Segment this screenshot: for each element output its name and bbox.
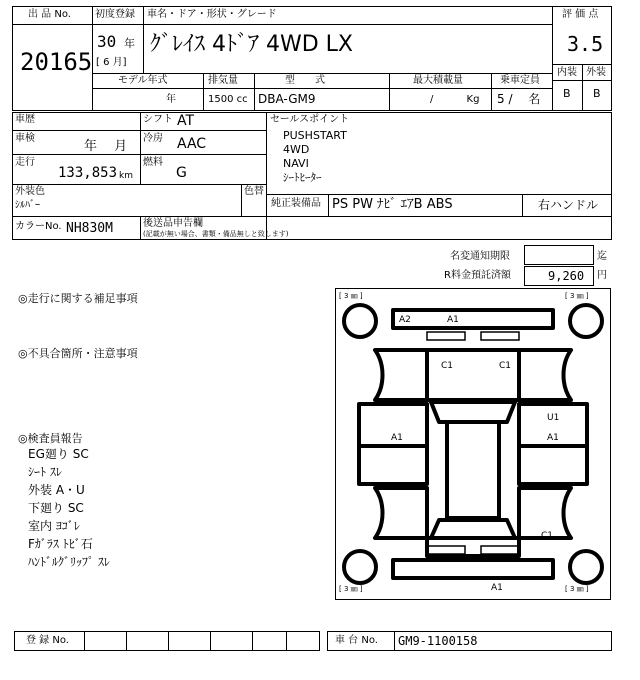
equipment-label: 純正装備品 (271, 198, 321, 209)
headlight-left (427, 332, 465, 340)
inspection-value: 年 月 (84, 139, 128, 154)
shift-label: シフト (143, 114, 173, 125)
chassis-number: GM9-1100158 (398, 634, 478, 648)
type-value: DBA-GM9 (258, 92, 316, 106)
tire-depth-rear-right: [ 3 ㎜ ] (565, 585, 589, 593)
exterior-color-value: ｼﾙﾊﾞｰ (15, 200, 40, 211)
front-bumper (393, 310, 553, 328)
sales-point-4: ｼｰﾄﾋｰﾀｰ (283, 171, 322, 184)
recycle-value: 9,260 (548, 269, 585, 283)
inspector-item-7: ﾊﾝﾄﾞﾙｸﾞﾘｯﾌﾟ ｽﾚ (28, 555, 110, 569)
tire-depth-front-right: [ 3 ㎜ ] (565, 292, 589, 300)
interior-grade: B (563, 87, 571, 100)
tire-front-left (344, 305, 376, 337)
equipment-value: PS PW ﾅﾋﾞ ｴｱB ABS (332, 197, 453, 212)
recycle-unit: 円 (597, 270, 607, 281)
left-rear-fender (375, 488, 427, 538)
lot-label: 出 品 No. (28, 9, 71, 20)
roof (447, 422, 499, 518)
left-rear-door (359, 446, 427, 484)
max-load-label: 最大積載量 (413, 75, 463, 86)
recycle-label: R料金預託済額 (444, 270, 511, 281)
mark-rear-bumper: A1 (491, 583, 503, 593)
right-rear-door (519, 446, 587, 484)
inspector-item-3: 外装 A・U (28, 483, 85, 497)
taillight-right (481, 546, 519, 554)
mark-front-bumper-left: A2 (399, 315, 411, 325)
name-change-unit: 迄 (597, 251, 607, 262)
car-damage-diagram (335, 288, 611, 600)
fuel-value: G (176, 165, 187, 181)
ac-value: AAC (177, 136, 207, 152)
mileage-unit: km (119, 171, 133, 181)
exterior-label: 外装 (586, 67, 606, 78)
car-label: 車名・ドア・形状・グレード (147, 9, 277, 20)
hood (427, 350, 519, 400)
repaint-label: 色替 (244, 186, 264, 197)
sales-point-3: NAVI (283, 157, 309, 170)
mark-hood-left: C1 (441, 361, 454, 371)
sales-point-label: セールスポイント (270, 114, 350, 125)
mark-trunk-right: C1 (541, 531, 554, 541)
ac-label: 冷房 (143, 133, 163, 144)
windshield (431, 402, 515, 422)
capacity-label: 乗車定員 (500, 75, 540, 86)
exterior-grade: B (593, 87, 601, 100)
headlight-right (481, 332, 519, 340)
history-label: 車歴 (15, 114, 35, 125)
inspector-item-5: 室内 ﾖｺﾞﾚ (28, 519, 80, 533)
car-name: ｸﾞﾚｲｽ 4ﾄﾞｱ 4WD LX (150, 32, 353, 57)
color-no-value: NH830M (66, 221, 113, 236)
mark-front-bumper: A1 (447, 315, 459, 325)
defects-label: ◎不具合箇所・注意事項 (18, 347, 138, 360)
tire-rear-right (570, 551, 602, 583)
model-year-label: モデル年式 (118, 75, 168, 86)
name-change-label: 名変通知期限 (450, 251, 510, 262)
inspector-item-1: EG廻り SC (28, 447, 89, 461)
tire-depth-front-left: [ 3 ㎜ ] (339, 292, 363, 300)
first-reg-label: 初度登録 (95, 9, 135, 20)
inspector-item-2: ｼｰﾄ ｽﾚ (28, 465, 62, 479)
inspector-item-6: Fｶﾞﾗｽ ﾄﾋﾞ石 (28, 537, 93, 551)
shift-value: AT (177, 113, 195, 129)
taillight-left (427, 546, 465, 554)
sales-point-2: 4WD (283, 143, 310, 156)
model-year-unit: 年 (166, 94, 176, 105)
first-reg-year: 30 (97, 32, 117, 51)
rating-label: 評 価 点 (562, 9, 599, 20)
mark-hood-right: C1 (499, 361, 512, 371)
registration-label: 登 録 No. (26, 635, 69, 646)
driving-remarks-label: ◎走行に関する補足事項 (18, 292, 138, 305)
exterior-color-label: 外装色 (15, 186, 45, 197)
tire-rear-left (344, 551, 376, 583)
accessory-label: 後送品申告欄 (143, 218, 203, 229)
sales-point-1: PUSHSTART (283, 129, 347, 142)
lot-number: 20165 (20, 48, 93, 76)
chassis-label: 車 台 No. (335, 635, 378, 646)
rating-value: 3.5 (567, 32, 604, 56)
color-no-label: カラーNo. (15, 221, 62, 232)
rear-window (431, 520, 515, 538)
mark-left-side: A1 (391, 433, 403, 443)
handle-value: 右ハンドル (538, 198, 599, 212)
mark-right-front-door-u: U1 (547, 413, 560, 423)
tire-front-right (570, 305, 602, 337)
right-front-fender (519, 350, 571, 400)
accessory-note: (記載が無い場合、書類・備品無しと致します) (143, 230, 289, 238)
mileage-label: 走行 (15, 157, 35, 168)
rear-bumper (393, 560, 553, 578)
displacement-value: 1500 cc (208, 94, 248, 105)
left-front-fender (375, 350, 427, 400)
interior-label: 内装 (557, 67, 577, 78)
mileage-value: 133,853 (58, 165, 118, 181)
inspector-report-label: ◎検査員報告 (18, 432, 83, 445)
type-label: 型 式 (285, 75, 325, 86)
name-change-box (524, 245, 594, 265)
first-reg-month: [ 6 月] (96, 57, 127, 68)
year-unit: 年 (124, 37, 135, 50)
fuel-label: 燃料 (143, 157, 163, 168)
inspector-item-4: 下廻り SC (28, 501, 84, 515)
displacement-label: 排気量 (208, 75, 238, 86)
mark-right-front-door-a: A1 (547, 433, 559, 443)
capacity-value: 5 / 名 (497, 92, 541, 106)
inspection-label: 車検 (15, 133, 35, 144)
tire-depth-rear-left: [ 3 ㎜ ] (339, 585, 363, 593)
max-load-value: / Kg (430, 94, 480, 105)
